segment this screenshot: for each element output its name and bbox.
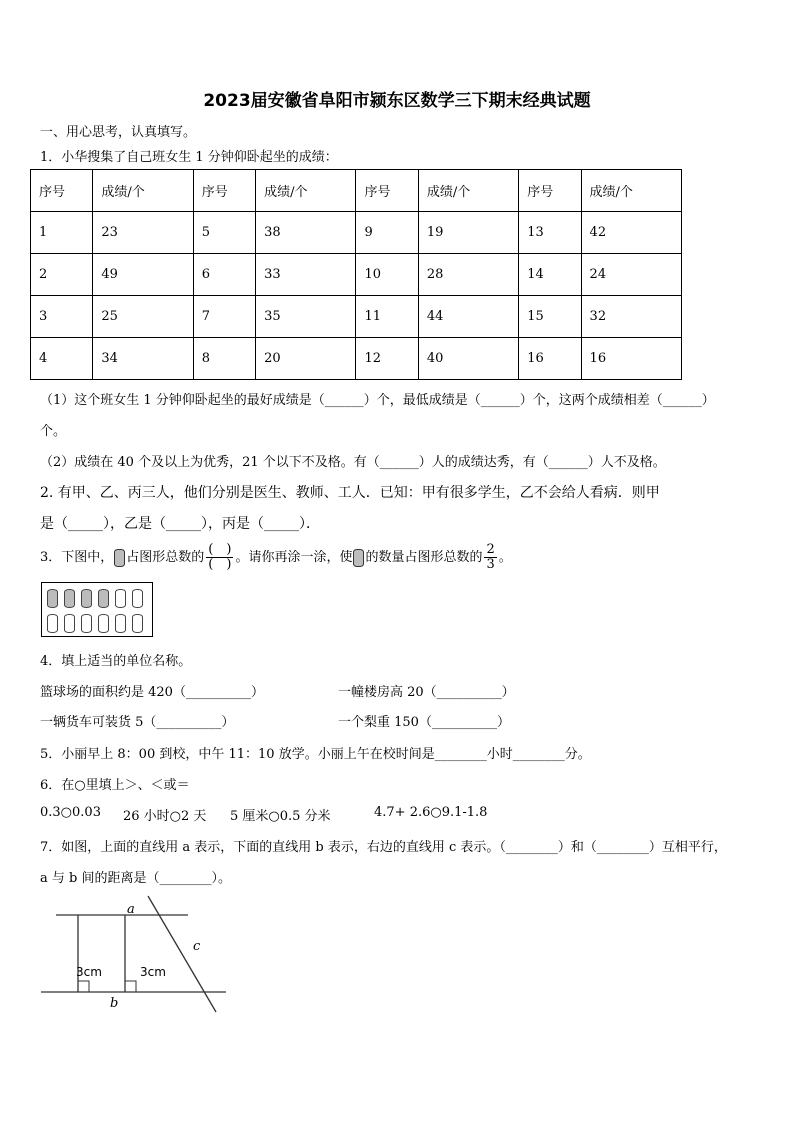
q4-item: 篮球场的面积约是 420（__________） [40,685,264,700]
table-cell: 9 [356,212,418,254]
q5-text: 5．小丽早上 8：00 到校，中午 11：10 放学。小丽上午在校时间是________小时________分。 [40,747,591,762]
q7-line1: 7．如图，上面的直线用 a 表示，下面的直线用 b 表示，右边的直线用 c 表示。（________）和（________）互相平行， [40,840,727,855]
table-cell: 19 [418,212,518,254]
table-cell: 32 [581,296,681,338]
header-cell: 成绩/个 [581,170,681,212]
table-cell: 15 [519,296,581,338]
header-cell: 成绩/个 [93,170,193,212]
header-cell: 序号 [193,170,255,212]
table-cell: 40 [418,338,518,380]
q6-item: 26 小时○2 天 [123,809,207,824]
fraction-blank [206,543,233,572]
empty-cylinder [132,589,143,608]
section-heading: 一、用心思考，认真填写。 [40,125,197,140]
label-b: b [110,996,119,1011]
table-cell: 3 [31,296,93,338]
empty-cylinder [81,614,92,633]
table-row [31,296,682,338]
table-row [31,338,682,380]
shaded-cylinder [47,589,58,608]
table-cell: 25 [93,296,193,338]
q3-mid1: 占图形总数的 [126,550,205,565]
fraction-denominator: ( ) [208,557,232,572]
q3-line [40,540,512,576]
header-cell: 成绩/个 [256,170,356,212]
cylinder-group [41,582,153,637]
q6-item: 0.3○0.03 [40,805,101,820]
table-cell: 20 [256,338,356,380]
line-c [148,896,216,1012]
shaded-cylinder [81,589,92,608]
shaded-cylinder [64,589,75,608]
table-cell: 14 [519,254,581,296]
shaded-cylinder [98,589,109,608]
right-angle-mark [78,981,89,992]
q2-line1: 2. 有甲、乙、丙三人，他们分别是医生、教师、工人．已知：甲有很多学生，乙不会给人看病．则甲 [40,485,660,501]
fraction-numerator: 2 [486,542,495,557]
parallel-lines-figure [36,890,236,1025]
q1-sub1-line2: 个。 [40,424,67,439]
empty-cylinder [115,589,126,608]
table-cell: 16 [581,338,681,380]
length-label: 3cm [76,965,102,979]
q1-sub1-line1: （1）这个班女生 1 分钟仰卧起坐的最好成绩是（______）个，最低成绩是（______）个，这两个成绩相差（______） [40,393,715,408]
fraction-denominator: 3 [486,557,495,572]
q7-line2: a 与 b 间的距离是（________）。 [40,871,231,886]
table-row [31,212,682,254]
table-cell: 35 [256,296,356,338]
table-cell: 42 [581,212,681,254]
header-cell: 序号 [31,170,93,212]
table-cell: 8 [193,338,255,380]
table-header-row [31,170,682,212]
table-cell: 7 [193,296,255,338]
q3-prefix: 3．下图中， [40,550,114,565]
scores-table [30,169,682,380]
table-cell: 5 [193,212,255,254]
empty-cylinder [98,614,109,633]
table-cell: 34 [93,338,193,380]
q3-end: 。 [498,550,512,565]
table-cell: 44 [418,296,518,338]
fraction-two-thirds [484,543,496,572]
q6-text: 6．在○里填上＞、＜或＝ [40,778,190,793]
table-cell: 38 [256,212,356,254]
label-a: a [127,902,135,917]
header-cell: 成绩/个 [418,170,518,212]
q1-sub2: （2）成绩在 40 个及以上为优秀，21 个以下不及格。有（______）人的成绩达秀，有（______）人不及格。 [40,455,666,470]
q4-item: 一幢楼房高 20（__________） [338,685,515,700]
table-cell: 11 [356,296,418,338]
table-cell: 2 [31,254,93,296]
table-cell: 12 [356,338,418,380]
table-cell: 28 [418,254,518,296]
q4-item: 一辆货车可装货 5（__________） [40,715,235,730]
page-title: 2023届安徽省阜阳市颍东区数学三下期末经典试题 [203,91,591,111]
table-cell: 1 [31,212,93,254]
fraction-numerator: ( ) [208,542,232,557]
empty-cylinder [47,614,58,633]
table-cell: 10 [356,254,418,296]
empty-cylinder [132,614,143,633]
cylinder-icon [353,549,364,567]
table-cell: 13 [519,212,581,254]
table-row [31,254,682,296]
table-cell: 4 [31,338,93,380]
table-cell: 24 [581,254,681,296]
q3-mid2: 。请你再涂一涂，使 [235,550,353,565]
q6-item: 4.7+ 2.6○9.1-1.8 [374,805,488,820]
empty-cylinder [115,614,126,633]
right-angle-mark [125,981,136,992]
table-cell: 6 [193,254,255,296]
length-label: 3cm [140,965,166,979]
cylinder-icon [114,549,125,567]
table-cell: 33 [256,254,356,296]
q6-item: 5 厘米○0.5 分米 [230,809,331,824]
q3-mid3: 的数量占图形总数的 [365,550,483,565]
table-cell: 23 [93,212,193,254]
q1-text: 1．小华搜集了自己班女生 1 分钟仰卧起坐的成绩： [40,150,338,165]
header-cell: 序号 [356,170,418,212]
q4-item: 一个梨重 150（__________） [338,715,510,730]
header-cell: 序号 [519,170,581,212]
empty-cylinder [64,614,75,633]
table-cell: 49 [93,254,193,296]
label-c: c [193,939,201,954]
q2-line2: 是（_____），乙是（_____），丙是（_____）． [40,516,320,532]
q4-text: 4．填上适当的单位名称。 [40,654,192,669]
table-cell: 16 [519,338,581,380]
